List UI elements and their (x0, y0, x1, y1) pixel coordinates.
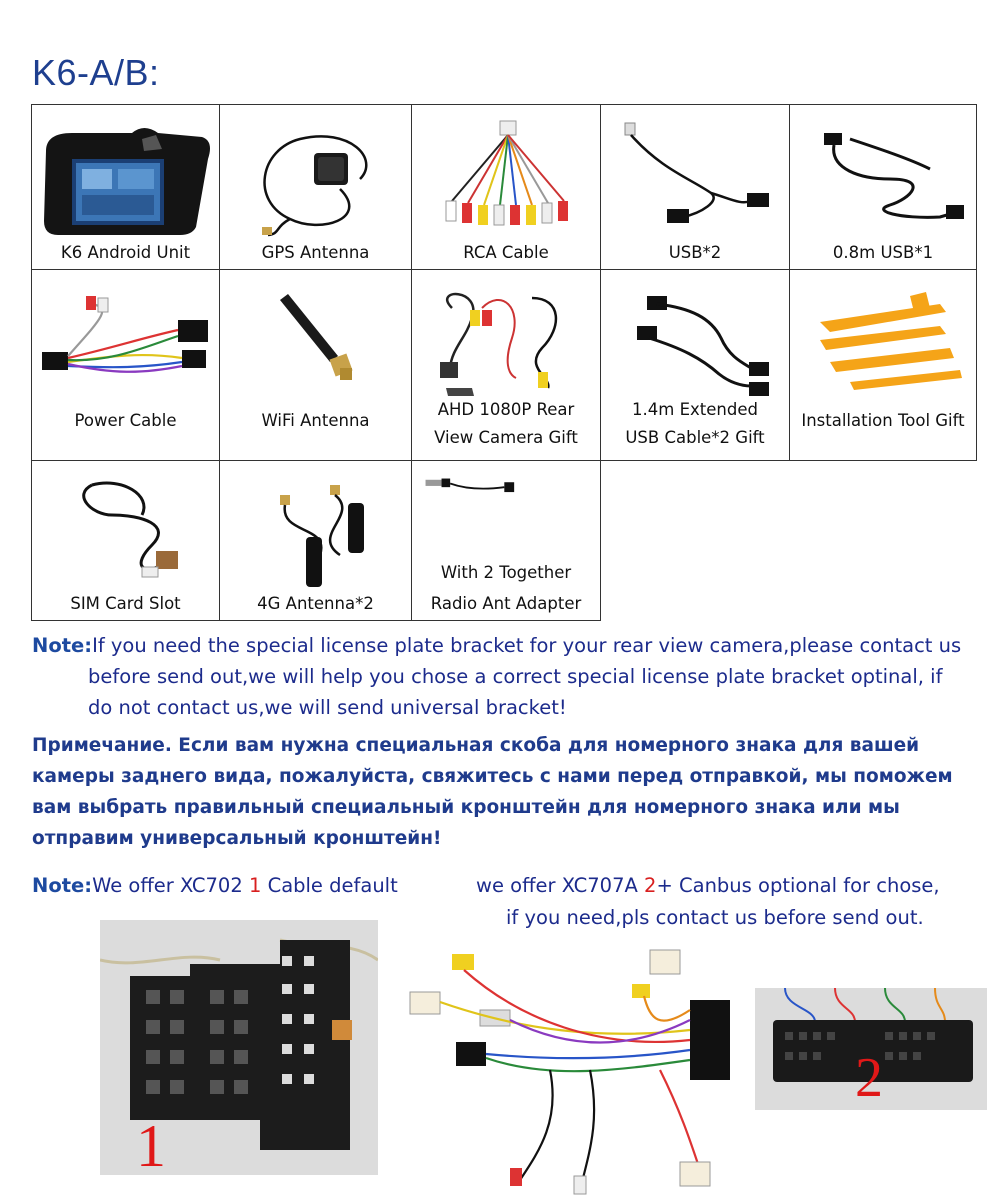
item-4g-antenna (219, 460, 412, 621)
note-cable-right-line2: if you need,pls contact us before send out. (506, 906, 924, 929)
note-prefix: Note: (32, 874, 93, 897)
item-label: GPS Antenna (261, 243, 370, 262)
item-label: Power Cable (74, 411, 177, 430)
note-bracket-russian (32, 730, 972, 854)
photo-xc707a-connector (755, 988, 987, 1110)
camera-image (412, 278, 602, 408)
item-label-line1: AHD 1080P Rear (437, 400, 575, 419)
note-bracket (32, 630, 982, 723)
sim-slot-image (32, 465, 221, 595)
item-label: Radio Ant Adapter (430, 594, 582, 613)
head-unit-image (32, 109, 221, 239)
note-text: we offer XC707A (476, 874, 645, 897)
note-line: do not contact us,we will send universal bracket! (88, 696, 567, 719)
item-gps-antenna (219, 104, 412, 270)
4g-antenna-image (220, 465, 413, 595)
usb-extension-image (601, 278, 791, 408)
power-harness-image (32, 278, 221, 408)
item-sim-slot (31, 460, 220, 621)
photo-mark-2: 2 (855, 1047, 883, 1109)
usb-cable-image (790, 109, 978, 239)
item-label: K6 Android Unit (60, 243, 191, 262)
note-line: отправим универсальный кронштейн! (32, 828, 442, 849)
radio-adapter-image (412, 465, 529, 545)
item-usb-extension (600, 269, 790, 461)
item-usb-2 (600, 104, 790, 270)
note-line: If you need the special license plate bracket for your rear view camera,please contact us (92, 634, 962, 657)
note-line: before send out,we will help you chose a correct special license plate bracket optinal, if (88, 665, 943, 688)
item-power-cable (31, 269, 220, 461)
item-label-line2: USB Cable*2 Gift (625, 428, 765, 447)
item-rca-cable (411, 104, 601, 270)
photo-xc707a-harness (400, 940, 740, 1200)
item-label-line2: View Camera Gift (434, 428, 578, 447)
item-wifi-antenna (219, 269, 412, 461)
pry-tools-image (790, 278, 978, 408)
note-number: 1 (248, 874, 262, 897)
note-prefix: Note: (32, 634, 93, 657)
item-label: 4G Antenna*2 (257, 594, 374, 613)
note-line: Примечание. Если вам нужна специальная скоба для номерного знака для вашей (32, 735, 920, 756)
usb-cable-image (601, 109, 791, 239)
item-camera (411, 269, 601, 461)
item-label: USB*2 (668, 243, 722, 262)
item-label: WiFi Antenna (261, 411, 370, 430)
note-text: + Canbus optional for chose, (656, 874, 940, 897)
item-android-unit (31, 104, 220, 270)
harness-image (400, 940, 740, 1200)
photo-mark-1: 1 (136, 1113, 166, 1179)
item-label: SIM Card Slot (70, 594, 181, 613)
item-install-tools (789, 269, 977, 461)
item-label: 0.8m USB*1 (832, 243, 934, 262)
note-cable-left (32, 870, 398, 901)
gps-antenna-image (220, 109, 413, 239)
note-line: камеры заднего вида, пожалуйста, свяжитесь с нами перед отправкой, мы поможем (32, 766, 953, 787)
note-text: We offer XC702 (92, 874, 249, 897)
page-title: K6-A/B: (32, 52, 160, 93)
note-text: Cable default (261, 874, 398, 897)
wifi-antenna-image (220, 278, 413, 408)
item-radio-adapter (411, 460, 601, 621)
note-number: 2 (644, 874, 657, 897)
item-label: Installation Tool Gift (801, 411, 965, 430)
note-cable-right (476, 870, 940, 901)
item-usb-08m (789, 104, 977, 270)
item-extra-note: With 2 Together (440, 563, 572, 582)
item-label-line1: 1.4m Extended (632, 400, 758, 419)
note-line: вам выбрать правильный специальный кронштейн для номерного знака или мы (32, 797, 900, 818)
photo-xc702-connector (100, 920, 378, 1179)
item-label: RCA Cable (463, 243, 549, 262)
rca-cable-image (412, 109, 602, 239)
